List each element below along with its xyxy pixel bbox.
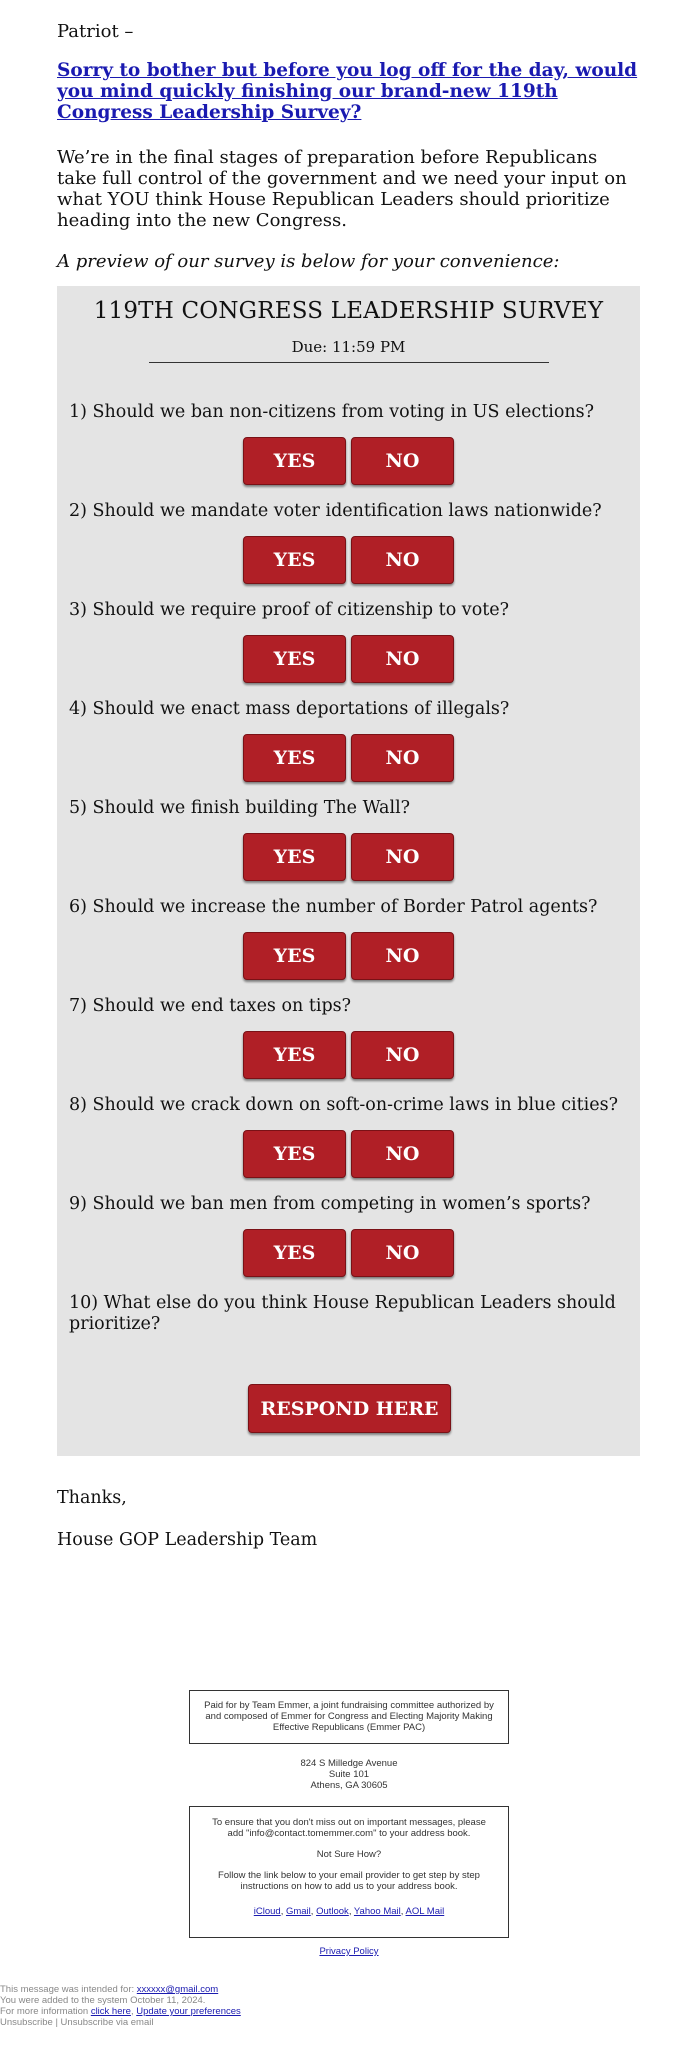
more-info-line: For more information click here, Update your preferences xyxy=(0,2006,241,2017)
yes-button-5[interactable]: YES xyxy=(243,833,346,881)
survey-title: 119TH CONGRESS LEADERSHIP SURVEY xyxy=(93,298,604,324)
answer-row-2 xyxy=(57,536,640,584)
legal-footer xyxy=(0,1984,241,2028)
survey-headline-link[interactable]: Sorry to bother but before you log off for the day, would you mind quickly finishing our brand-new 119th Congress Leadership Survey? xyxy=(57,60,638,123)
privacy-policy-link[interactable]: Privacy Policy xyxy=(319,1946,379,1957)
provider-links: iCloud, Gmail, Outlook, Yahoo Mail, AOL Mail xyxy=(253,1906,445,1917)
yes-button-9[interactable]: YES xyxy=(243,1229,346,1277)
address-line-1: 824 S Milledge Avenue xyxy=(300,1758,398,1769)
yes-button-8[interactable]: YES xyxy=(243,1130,346,1178)
added-date: You were added to the system October 11, 2024. xyxy=(0,1995,206,2006)
unsubscribe-links[interactable]: Unsubscribe | Unsubscribe via email xyxy=(0,2017,154,2028)
aol-mail-link[interactable]: AOL Mail xyxy=(405,1906,445,1917)
address-line-3: Athens, GA 30605 xyxy=(310,1780,388,1791)
no-button-1[interactable]: NO xyxy=(351,437,454,485)
icloud-link[interactable]: iCloud xyxy=(253,1906,281,1917)
click-here-link[interactable]: click here xyxy=(90,2006,131,2017)
email-body xyxy=(57,20,640,1456)
question-7: 7) Should we end taxes on tips? xyxy=(69,996,352,1016)
no-button-4[interactable]: NO xyxy=(351,734,454,782)
not-sure-how: Not Sure How? xyxy=(316,1849,382,1860)
yes-button-3[interactable]: YES xyxy=(243,635,346,683)
no-button-5[interactable]: NO xyxy=(351,833,454,881)
signature: House GOP Leadership Team xyxy=(57,1530,318,1550)
no-button-2[interactable]: NO xyxy=(351,536,454,584)
paid-for-box: Paid for by Team Emmer, a joint fundraising committee authorized by and composed of Emmer for Congress and Electing Majority Making Effective Republicans (Emmer PAC) xyxy=(189,1690,509,1744)
preview-intro: A preview of our survey is below for your convenience: xyxy=(57,251,560,272)
yahoo-mail-link[interactable]: Yahoo Mail xyxy=(353,1906,401,1917)
no-button-3[interactable]: NO xyxy=(351,635,454,683)
respond-here-button[interactable]: RESPOND HERE xyxy=(248,1384,451,1433)
mailing-address xyxy=(189,1758,509,1791)
intro-paragraph: We’re in the final stages of preparation before Republicans take full control of the government and we need your input on what YOU think House Republican Leaders should prioritize heading into the new Congress. xyxy=(57,147,627,231)
no-button-9[interactable]: NO xyxy=(351,1229,454,1277)
intended-prefix: This message was intended for: xyxy=(0,1984,137,1995)
notice-instructions: Follow the link below to your email provider to get step by step instructions on how to add us to your address book. xyxy=(218,1870,480,1892)
answer-row-6 xyxy=(57,932,640,980)
yes-button-7[interactable]: YES xyxy=(243,1031,346,1079)
gmail-link[interactable]: Gmail xyxy=(285,1906,311,1917)
no-button-6[interactable]: NO xyxy=(351,932,454,980)
question-10: 10) What else do you think House Republican Leaders should prioritize? xyxy=(69,1293,616,1334)
question-2: 2) Should we mandate voter identification laws nationwide? xyxy=(69,501,602,521)
answer-row-8 xyxy=(57,1130,640,1178)
thanks: Thanks, xyxy=(57,1488,127,1508)
yes-button-1[interactable]: YES xyxy=(243,437,346,485)
no-button-7[interactable]: NO xyxy=(351,1031,454,1079)
no-button-8[interactable]: NO xyxy=(351,1130,454,1178)
answer-row-3 xyxy=(57,635,640,683)
yes-button-2[interactable]: YES xyxy=(243,536,346,584)
privacy-row xyxy=(189,1946,509,1957)
recipient-email-link[interactable]: xxxxxx@gmail.com xyxy=(136,1984,219,1995)
survey-panel xyxy=(57,286,640,1456)
greeting: Patriot – xyxy=(57,21,134,42)
question-1: 1) Should we ban non-citizens from voting in US elections? xyxy=(69,402,594,422)
question-8: 8) Should we crack down on soft-on-crime laws in blue cities? xyxy=(69,1095,618,1115)
answer-row-7 xyxy=(57,1031,640,1079)
more-info-prefix: For more information xyxy=(0,2006,91,2017)
update-preferences-link[interactable]: Update your preferences xyxy=(136,2006,241,2017)
answer-row-4 xyxy=(57,734,640,782)
survey-due: Due: 11:59 PM xyxy=(291,338,406,356)
yes-button-6[interactable]: YES xyxy=(243,932,346,980)
divider xyxy=(149,358,549,363)
address-book-notice xyxy=(189,1806,509,1938)
answer-row-1 xyxy=(57,437,640,485)
question-4: 4) Should we enact mass deportations of illegals? xyxy=(69,699,510,719)
yes-button-4[interactable]: YES xyxy=(243,734,346,782)
intended-for-line xyxy=(0,1984,241,1995)
outlook-link[interactable]: Outlook xyxy=(316,1906,349,1917)
question-6: 6) Should we increase the number of Border Patrol agents? xyxy=(69,897,598,917)
answer-row-9 xyxy=(57,1229,640,1277)
answer-row-5 xyxy=(57,833,640,881)
question-3: 3) Should we require proof of citizenship to vote? xyxy=(69,600,509,620)
address-line-2: Suite 101 xyxy=(328,1769,370,1780)
question-9: 9) Should we ban men from competing in women’s sports? xyxy=(69,1194,591,1214)
question-5: 5) Should we finish building The Wall? xyxy=(69,798,411,818)
notice-text: To ensure that you don't miss out on important messages, please add "info@contact.tomemmer.com" to your address book. xyxy=(212,1817,486,1839)
